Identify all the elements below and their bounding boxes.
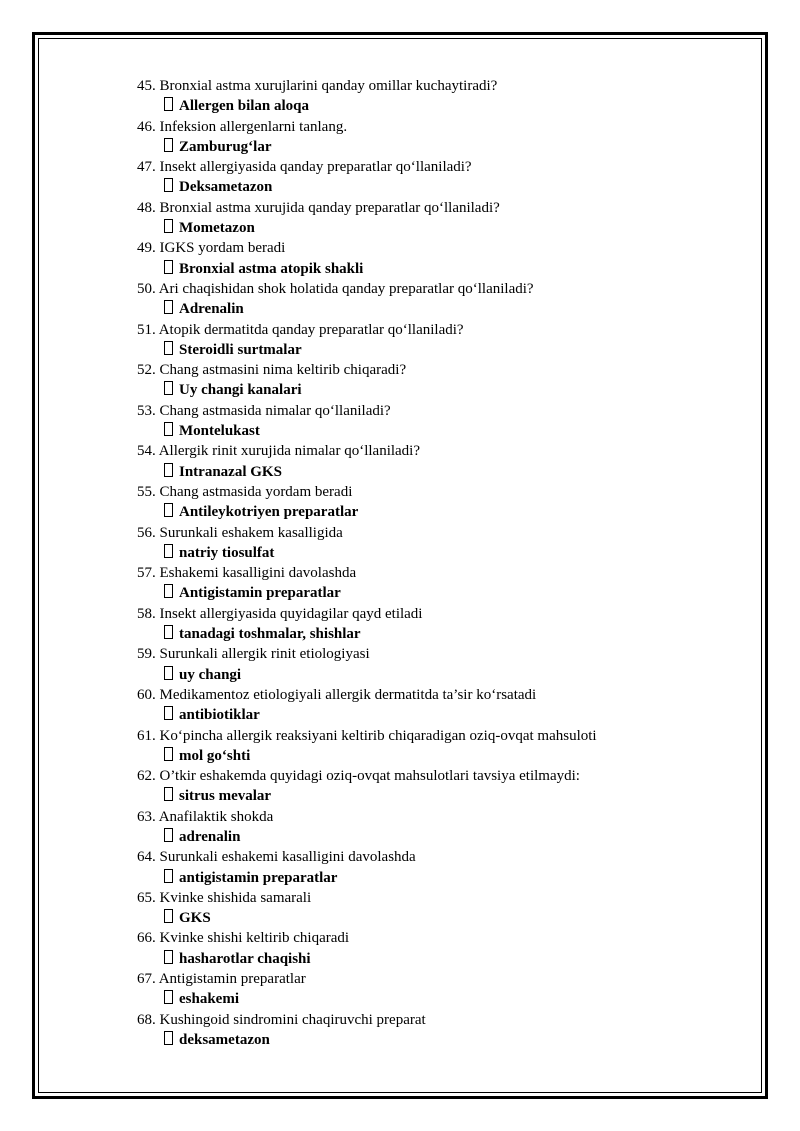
question-line (137, 198, 737, 218)
question-line (137, 117, 737, 137)
answer-text: mol go‘shti (179, 747, 251, 764)
question-item (137, 320, 737, 361)
question-item (137, 644, 737, 685)
question-item (137, 969, 737, 1010)
question-item (137, 117, 737, 158)
question-number: 47. (137, 159, 156, 176)
answer-text: tanadagi toshmalar, shishlar (179, 626, 361, 643)
answer-line (137, 868, 737, 888)
checkbox-icon (164, 584, 173, 598)
answer-text: natriy tiosulfat (179, 544, 275, 561)
question-item (137, 726, 737, 767)
answer-text: antigistamin preparatlar (179, 869, 338, 886)
question-text: Surunkali eshakem kasalligida (159, 524, 343, 541)
question-item (137, 441, 737, 482)
answer-line (137, 502, 737, 522)
question-text: Atopik dermatitda qanday preparatlar qo‘llaniladi? (158, 321, 464, 338)
question-number: 50. (137, 280, 156, 297)
question-number: 56. (137, 524, 156, 541)
checkbox-icon (164, 219, 173, 233)
question-text: Medikamentoz etiologiyali allergik dermatitda ta’sir ko‘rsatadi (159, 686, 537, 703)
checkbox-icon (164, 341, 173, 355)
question-line (137, 1010, 737, 1030)
answer-text: Zamburug‘lar (179, 138, 272, 155)
question-number: 63. (137, 808, 156, 825)
question-line (137, 726, 737, 746)
question-item (137, 360, 737, 401)
question-number: 67. (137, 971, 156, 988)
answer-text: adrenalin (179, 828, 241, 845)
question-text: Surunkali allergik rinit etiologiyasi (159, 646, 370, 663)
answer-line (137, 177, 737, 197)
answer-line (137, 908, 737, 928)
checkbox-icon (164, 300, 173, 314)
checkbox-icon (164, 909, 173, 923)
question-item (137, 685, 737, 726)
question-item (137, 766, 737, 807)
answer-text: Antigistamin preparatlar (179, 585, 341, 602)
question-number: 53. (137, 402, 156, 419)
checkbox-icon (164, 787, 173, 801)
checkbox-icon (164, 463, 173, 477)
question-item (137, 847, 737, 888)
answer-line (137, 624, 737, 644)
question-text: Insekt allergiyasida quyidagilar qayd etiladi (159, 605, 423, 622)
question-item (137, 604, 737, 645)
question-text: Eshakemi kasalligini davolashda (159, 565, 357, 582)
question-item (137, 1010, 737, 1051)
question-text: Antigistamin preparatlar (158, 971, 306, 988)
question-item (137, 807, 737, 848)
question-text: Chang astmasida nimalar qo‘llaniladi? (159, 402, 391, 419)
answer-text: Steroidli surtmalar (179, 341, 302, 358)
question-line (137, 360, 737, 380)
question-text: Infeksion allergenlarni tanlang. (159, 118, 348, 135)
question-number: 48. (137, 199, 156, 216)
answer-text: Bronxial astma atopik shakli (179, 260, 364, 277)
checkbox-icon (164, 544, 173, 558)
question-text: Allergik rinit xurujida nimalar qo‘llaniladi? (158, 443, 421, 460)
question-number: 61. (137, 727, 156, 744)
answer-text: Deksametazon (179, 179, 273, 196)
question-number: 57. (137, 565, 156, 582)
checkbox-icon (164, 138, 173, 152)
question-line (137, 279, 737, 299)
answer-line (137, 583, 737, 603)
question-line (137, 766, 737, 786)
question-text: Kushingoid sindromini chaqiruvchi preparat (159, 1011, 426, 1028)
answer-line (137, 543, 737, 563)
question-item (137, 888, 737, 929)
answer-line (137, 1030, 737, 1050)
answer-line (137, 989, 737, 1009)
checkbox-icon (164, 503, 173, 517)
question-number: 65. (137, 889, 156, 906)
question-item (137, 563, 737, 604)
question-text: Chang astmasida yordam beradi (159, 483, 353, 500)
answer-text: antibiotiklar (179, 707, 260, 724)
checkbox-icon (164, 260, 173, 274)
checkbox-icon (164, 950, 173, 964)
question-line (137, 969, 737, 989)
question-text: Bronxial astma xurujlarini qanday omillar kuchaytiradi? (159, 78, 498, 94)
question-text: Insekt allergiyasida qanday preparatlar qo‘llaniladi? (159, 159, 472, 176)
question-number: 66. (137, 930, 156, 947)
answer-text: Allergen bilan aloqa (179, 98, 310, 115)
question-line (137, 847, 737, 867)
question-line (137, 401, 737, 421)
question-text: Surunkali eshakemi kasalligini davolashda (159, 849, 416, 866)
checkbox-icon (164, 747, 173, 761)
answer-text: hasharotlar chaqishi (179, 950, 311, 967)
checkbox-icon (164, 97, 173, 111)
answer-line (137, 421, 737, 441)
question-text: Ari chaqishidan shok holatida qanday preparatlar qo‘llaniladi? (158, 280, 534, 297)
question-number: 49. (137, 240, 156, 257)
question-number: 51. (137, 321, 156, 338)
question-item (137, 157, 737, 198)
checkbox-icon (164, 178, 173, 192)
answer-line (137, 340, 737, 360)
question-number: 46. (137, 118, 156, 135)
question-list (137, 76, 737, 1050)
question-line (137, 604, 737, 624)
answer-text: Mometazon (179, 220, 255, 237)
answer-text: Intranazal GKS (179, 463, 282, 480)
answer-line (137, 96, 737, 116)
answer-text: deksametazon (179, 1031, 270, 1048)
question-line (137, 928, 737, 948)
question-line (137, 807, 737, 827)
question-line (137, 482, 737, 502)
question-text: Bronxial astma xurujida qanday preparatlar qo‘llaniladi? (159, 199, 500, 216)
question-item (137, 238, 737, 279)
answer-line (137, 827, 737, 847)
checkbox-icon (164, 828, 173, 842)
question-number: 62. (137, 768, 156, 785)
question-line (137, 563, 737, 583)
checkbox-icon (164, 1031, 173, 1045)
checkbox-icon (164, 706, 173, 720)
answer-line (137, 665, 737, 685)
question-number: 60. (137, 686, 156, 703)
answer-text: Adrenalin (179, 301, 244, 318)
checkbox-icon (164, 990, 173, 1004)
question-number: 64. (137, 849, 156, 866)
question-number: 68. (137, 1011, 156, 1028)
checkbox-icon (164, 666, 173, 680)
question-text: Chang astmasini nima keltirib chiqaradi? (159, 362, 407, 379)
answer-text: uy changi (179, 666, 242, 683)
question-number: 52. (137, 362, 156, 379)
question-item (137, 198, 737, 239)
question-line (137, 157, 737, 177)
answer-line (137, 746, 737, 766)
question-text: Kvinke shishi keltirib chiqaradi (159, 930, 350, 947)
question-text: Kvinke shishida samarali (159, 889, 312, 906)
checkbox-icon (164, 422, 173, 436)
answer-text: Montelukast (179, 423, 260, 440)
question-item (137, 523, 737, 564)
answer-line (137, 705, 737, 725)
question-line (137, 320, 737, 340)
question-line (137, 888, 737, 908)
question-item (137, 482, 737, 523)
question-line (137, 523, 737, 543)
answer-line (137, 380, 737, 400)
answer-line (137, 218, 737, 238)
answer-line (137, 299, 737, 319)
answer-text: sitrus mevalar (179, 788, 272, 805)
answer-text: eshakemi (179, 991, 239, 1008)
answer-line (137, 462, 737, 482)
answer-line (137, 786, 737, 806)
answer-text: GKS (179, 910, 211, 927)
answer-text: Uy changi kanalari (179, 382, 302, 399)
question-number: 54. (137, 443, 156, 460)
answer-text: Antileykotriyen preparatlar (179, 504, 359, 521)
question-item (137, 279, 737, 320)
checkbox-icon (164, 381, 173, 395)
question-line (137, 685, 737, 705)
checkbox-icon (164, 869, 173, 883)
question-number: 45. (137, 78, 156, 94)
answer-line (137, 949, 737, 969)
question-item (137, 76, 737, 117)
question-text: Anafilaktik shokda (158, 808, 274, 825)
question-line (137, 644, 737, 664)
question-item (137, 928, 737, 969)
question-text: IGKS yordam beradi (159, 240, 286, 257)
question-line (137, 76, 737, 96)
question-line (137, 441, 737, 461)
question-text: Ko‘pincha allergik reaksiyani keltirib chiqaradigan oziq-ovqat mahsuloti (159, 727, 597, 744)
question-number: 58. (137, 605, 156, 622)
question-item (137, 401, 737, 442)
question-line (137, 238, 737, 258)
question-number: 59. (137, 646, 156, 663)
checkbox-icon (164, 625, 173, 639)
answer-line (137, 137, 737, 157)
question-number: 55. (137, 483, 156, 500)
answer-line (137, 259, 737, 279)
question-text: O’tkir eshakemda quyidagi oziq-ovqat mahsulotlari tavsiya etilmaydi: (159, 768, 580, 785)
